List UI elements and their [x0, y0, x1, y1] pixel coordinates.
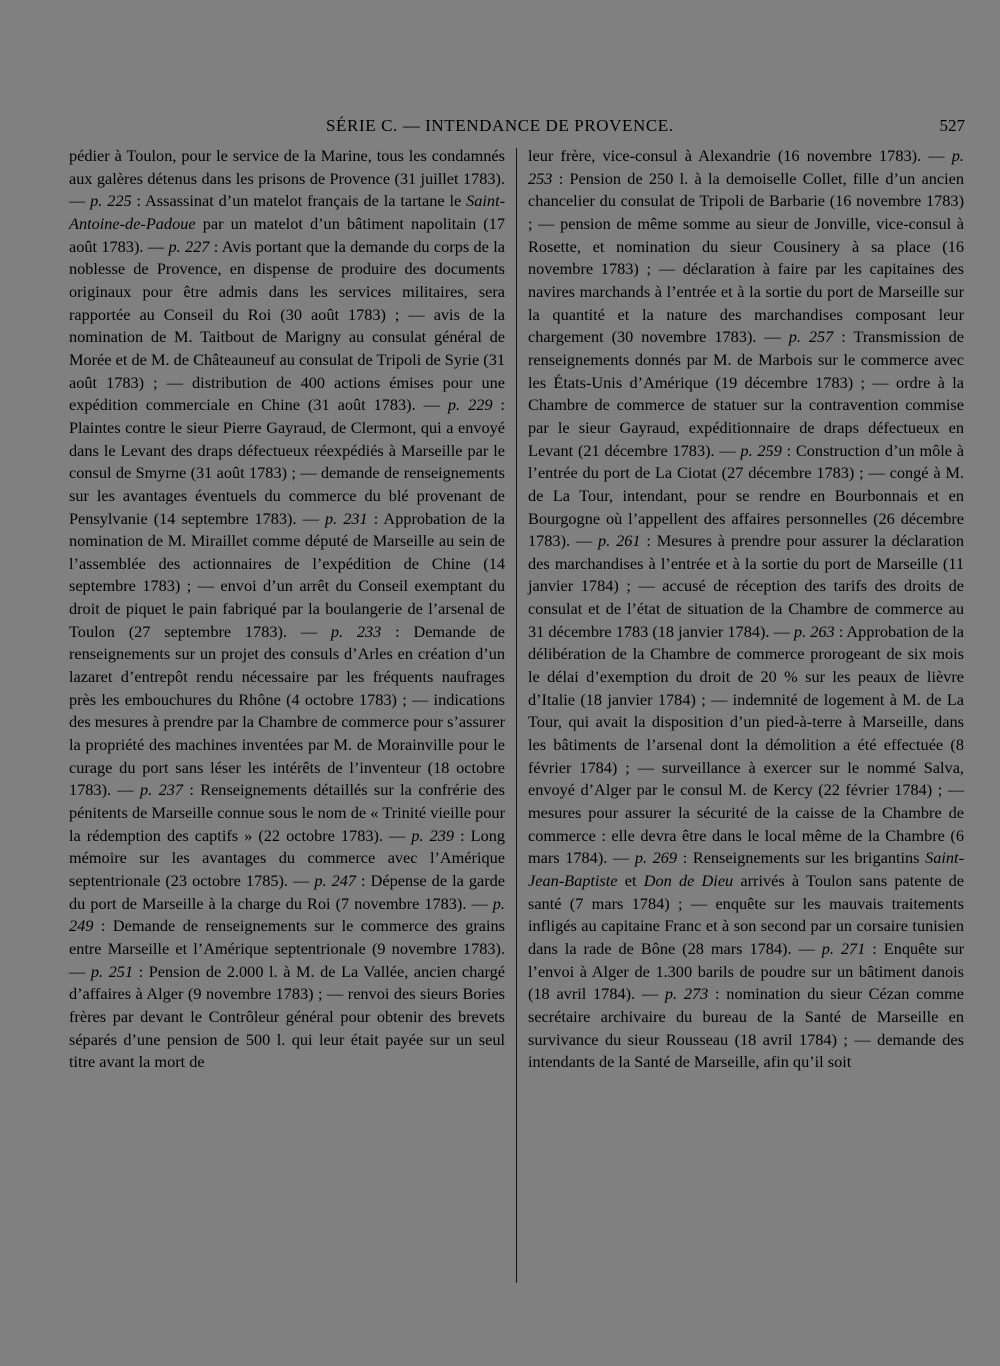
italic-reference: p. 237: [140, 780, 184, 800]
italic-reference: p. 229: [447, 395, 493, 415]
text-run: : Demande de renseignements sur un projet des consuls d’Arles en création d’un lazaret d’entrepôt rendu nécessaire par les fréquents naufrages près les embouchures du Rhône (4 octobre 1783) ; — indications des mesures à prendre par la Chambre de commerce pour s’assurer la propriété des machines inventées par M. de Morainville pour le curage du port sans léser les intérêts de l’inventeur (18 octobre 1783). —: [69, 621, 505, 800]
text-run: : Pension de 2.000 l. à M. de La Vallée, ancien chargé d’affaires à Alger (9 novembre 1783) ; — renvoi des sieurs Bories frères par devant le Contrôleur général pour obtenir des brevets séparés d’une pension de 500 l. qui leur était payée sur un seul titre avant la mort de: [69, 961, 505, 1072]
italic-reference: p. 231: [324, 508, 368, 528]
italic-reference: p. 251: [90, 961, 134, 981]
italic-reference: p. 261: [598, 531, 641, 551]
text-run: : Approbation de la nomination de M. Miraillet comme député de Marseille au sein de l’assemblée des actionnaires de l’expédition de Chine (14 septembre 1783) ; — envoi d’un arrêt du Conseil exemptant du droit de piquet le pain fabriqué par la boulangerie de l’arsenal de Toulon (27 septembre 1783). —: [69, 508, 505, 641]
text-run: : nomination du sieur Cézan comme secrétaire archivaire du bureau de la Santé de Marseille en survivance du sieur Rousseau (18 avril 1784) ; — demande des intendants de la Santé de Marseille, afin qu’il soit: [528, 984, 965, 1072]
italic-reference: p. 263: [793, 621, 835, 641]
text-run: : Plaintes contre le sieur Pierre Gayraud, de Clermont, qui a envoyé dans le Levant des draps défectueux réexpédiés à Marseille par le consul de Smyrne (31 août 1783) ; — demande de renseignements sur les avantages éventuels du commerce du blé provenant de Pensylvanie (14 septembre 1783). —: [69, 395, 505, 528]
text-run: : Transmission de renseignements donnés par M. de Marbois sur le commerce avec les États-Unis d’Amérique (19 décembre 1783) ; — ordre à la Chambre de commerce de statuer sur la contravention commise par le sieur Gayraud, expéditionnaire de draps défectueux en Levant (21 décembre 1783). —: [528, 327, 965, 460]
italic-reference: p. 253: [528, 146, 964, 188]
italic-reference: p. 249: [69, 893, 505, 936]
italic-reference: Don de Dieu: [643, 871, 734, 890]
text-run: : Enquête sur l’envoi à Alger de 1.300 barils de poudre sur un bâtiment danois (18 avril 1784). —: [528, 938, 965, 1004]
italic-reference: Saint-Jean-Baptiste: [528, 848, 964, 890]
italic-reference: p. 259: [740, 440, 782, 460]
right-column-text: [528, 145, 964, 1074]
text-run: : Mesures à prendre pour assurer la déclaration des marchandises à l’entrée et à la sortie du port de Marseille (11 janvier 1784) ; — accusé de réception des tarifs des droits de consulat et de l’état de situation de la Chambre de commerce au 31 décembre 1783 (18 janvier 1784). —: [528, 531, 964, 641]
running-title: SÉRIE C. — INTENDANCE DE PROVENCE.: [326, 116, 674, 135]
text-run: arrivés à Toulon sans patente de santé (7 mars 1784) ; — enquête sur les mauvais traitements infligés au capitaine Franc et à son second par un corsaire tunisien dans la rade de Bône (28 mars 1784). —: [528, 871, 964, 958]
text-run: et: [617, 871, 644, 890]
italic-reference: p. 273: [664, 984, 709, 1004]
italic-reference: p. 269: [634, 848, 678, 868]
text-run: : Avis portant que la demande du corps de la noblesse de Provence, en dispense de produire des documents originaux pour être admis dans les services militaires, sera rapportée au Conseil du Roi (30 août 1783) ; — avis de la nomination de M. Taitbout de Marigny au consulat général de Morée et de M. de Châteauneuf au consulat de Tripoli de Syrie (31 août 1783) ; — distribution de 400 actions émises pour une expédition commerciale en Chine (31 août 1783). —: [69, 236, 506, 415]
text-run: : Dépense de la garde du port de Marseille à la charge du Roi (7 novembre 1783). —: [69, 871, 506, 913]
italic-reference: p. 257: [788, 327, 834, 347]
text-run: : Demande de renseignements sur le commerce des grains entre Marseille et l’Amérique septentrionale (9 novembre 1783). —: [69, 916, 505, 981]
left-column-text: [69, 145, 505, 1074]
italic-reference: p. 225: [90, 191, 132, 211]
column-divider: [516, 148, 517, 1283]
italic-reference: p. 271: [821, 938, 866, 958]
text-run: pédier à Toulon, pour le service de la Marine, tous les condamnés aux galères détenus dans les prisons de Provence (31 juillet 1783). —: [69, 146, 505, 211]
italic-reference: p. 233: [330, 621, 382, 641]
text-run: : Approbation de la délibération de la Chambre de commerce prorogeant de six mois le délai d’exemption du droit de 20 % sur les peaux de lièvre d’Italie (18 janvier 1784) ; — indemnité de logement à M. de La Tour, qui avait la disposition d’un pied-à-terre à Marseille, dans les bâtiments de l’arsenal dont la démolition a été effectuée (8 février 1784) ; — surveillance à exercer sur le nommé Salva, envoyé d’Alger par le consul M. de Kercy (22 février 1784) ; — mesures pour assurer la sécurité de la caisse de la Chambre de commerce : elle devra être dans le local même de la Chambre (6 mars 1784). —: [528, 621, 964, 868]
right-column: [528, 145, 964, 1074]
text-run: : Pension de 250 l. à la demoiselle Collet, fille d’un ancien chancelier du consulat de Tripoli de Barbarie (16 novembre 1783) ; — pension de même somme au sieur de Jonville, vice-consul à Rosette, et nomination du sieur Cousinery à sa place (16 novembre 1783) ; — déclaration à faire par les capitaines des navires marchands à l’entrée et à la sortie du port de Marseille sur la quantité et la nature des marchandises composant leur chargement (30 novembre 1783). —: [528, 168, 964, 347]
text-run: : Long mémoire sur les avantages du commerce avec l’Amérique septentrionale (23 octobre 1785). —: [69, 825, 505, 890]
text-run: : Construction d’un môle à l’entrée du port de La Ciotat (27 décembre 1783) ; — congé à M. de La Tour, intendant, pour se rendre en Bourbonnais et en Bourgogne où l’appellent des affaires personnelles (26 décembre 1783). —: [528, 440, 965, 551]
italic-reference: Saint-Antoine-de-Padoue: [69, 191, 506, 233]
text-run: par un matelot d’un bâtiment napolitain (17 août 1783). —: [69, 213, 505, 256]
text-run: : Renseignements sur les brigantins: [677, 848, 926, 868]
text-run: : Assassinat d’un matelot français de la tartane le: [131, 191, 467, 211]
italic-reference: p. 239: [411, 825, 455, 845]
text-run: : Renseignements détaillés sur la confrérie des pénitents de Marseille connue sous le nom de « Trinité vieille pour la rédemption des captifs » (22 octobre 1783). —: [69, 780, 506, 845]
page-header: [0, 116, 1000, 140]
italic-reference: p. 247: [314, 871, 357, 890]
page-number: 527: [939, 116, 965, 135]
left-column: [69, 145, 505, 1074]
text-run: leur frère, vice-consul à Alexandrie (16 novembre 1783). —: [528, 146, 952, 165]
italic-reference: p. 227: [168, 236, 210, 256]
